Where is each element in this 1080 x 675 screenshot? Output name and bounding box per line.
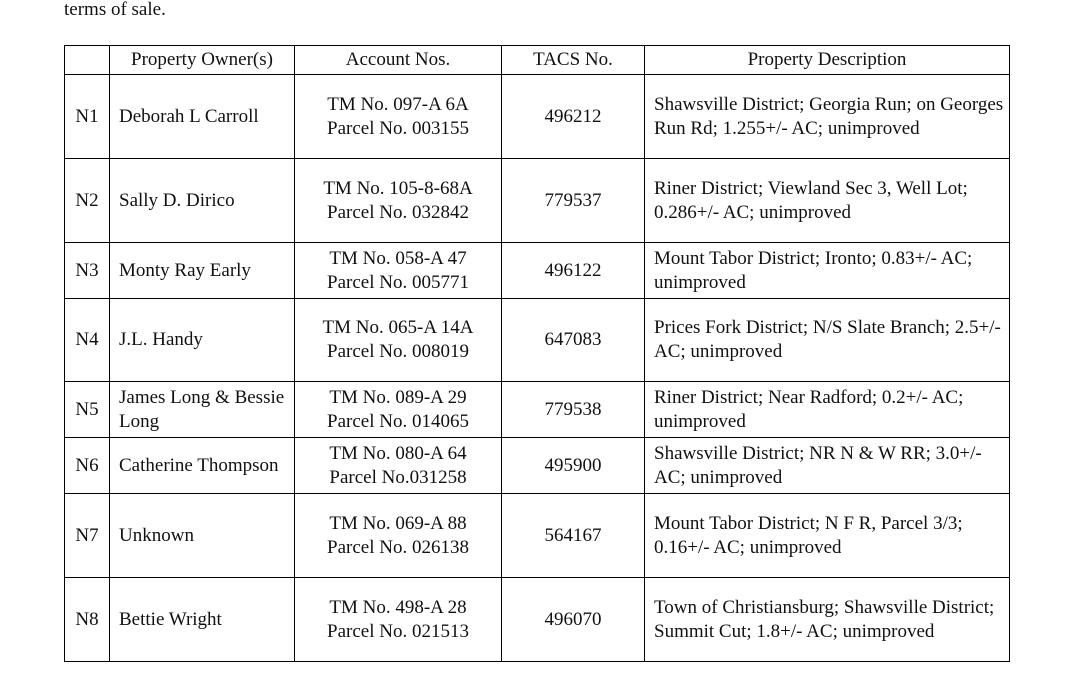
header-description: Property Description (645, 46, 1010, 75)
tacs-cell: 779537 (502, 159, 645, 243)
table-row (65, 494, 1010, 578)
parcel-number: Parcel No. 021513 (327, 620, 469, 642)
table-row (65, 75, 1010, 159)
tm-number: TM No. 097-A 6A (327, 93, 469, 115)
owner-cell: James Long & Bessie Long (110, 382, 295, 438)
tm-number: TM No. 058-A 47 (329, 247, 467, 269)
account-cell (295, 299, 502, 382)
description-cell: Town of Christiansburg; Shawsville District; Summit Cut; 1.8+/- AC; unimproved (645, 578, 1010, 662)
tacs-cell: 495900 (502, 438, 645, 494)
tm-number: TM No. 069-A 88 (329, 512, 467, 534)
row-number: N5 (65, 382, 110, 438)
header-account: Account Nos. (295, 46, 502, 75)
tacs-cell: 496212 (502, 75, 645, 159)
account-cell (295, 438, 502, 494)
account-cell (295, 159, 502, 243)
account-cell (295, 578, 502, 662)
account-cell (295, 494, 502, 578)
table-header (65, 46, 1010, 75)
tacs-cell: 496122 (502, 243, 645, 299)
header-owner: Property Owner(s) (110, 46, 295, 75)
property-table (64, 45, 1010, 662)
header-tacs: TACS No. (502, 46, 645, 75)
owner-cell: Catherine Thompson (110, 438, 295, 494)
intro-text: terms of sale. (64, 0, 166, 20)
table-row (65, 159, 1010, 243)
description-cell: Riner District; Near Radford; 0.2+/- AC; unimproved (645, 382, 1010, 438)
row-number: N1 (65, 75, 110, 159)
table-row (65, 243, 1010, 299)
owner-cell: J.L. Handy (110, 299, 295, 382)
parcel-number: Parcel No. 032842 (327, 201, 469, 223)
row-number: N6 (65, 438, 110, 494)
row-number: N4 (65, 299, 110, 382)
tm-number: TM No. 089-A 29 (329, 386, 467, 408)
row-number: N7 (65, 494, 110, 578)
parcel-number: Parcel No. 003155 (327, 117, 469, 139)
account-cell (295, 75, 502, 159)
table-row (65, 578, 1010, 662)
row-number: N3 (65, 243, 110, 299)
owner-cell: Sally D. Dirico (110, 159, 295, 243)
parcel-number: Parcel No.031258 (329, 466, 467, 488)
description-cell: Riner District; Viewland Sec 3, Well Lot; 0.286+/- AC; unimproved (645, 159, 1010, 243)
row-number: N2 (65, 159, 110, 243)
account-cell (295, 243, 502, 299)
table-row (65, 438, 1010, 494)
parcel-number: Parcel No. 008019 (327, 341, 469, 362)
row-number: N8 (65, 578, 110, 662)
parcel-number: Parcel No. 014065 (327, 410, 469, 432)
tacs-cell: 496070 (502, 578, 645, 662)
description-cell: Mount Tabor District; N F R, Parcel 3/3; 0.16+/- AC; unimproved (645, 494, 1010, 578)
header-row (65, 46, 1010, 75)
table-row (65, 299, 1010, 382)
description-cell: Mount Tabor District; Ironto; 0.83+/- AC; unimproved (645, 243, 1010, 299)
parcel-number: Parcel No. 005771 (327, 271, 469, 293)
owner-cell: Deborah L Carroll (110, 75, 295, 159)
tm-number: TM No. 080-A 64 (329, 442, 467, 464)
table-row (65, 382, 1010, 438)
account-cell (295, 382, 502, 438)
owner-cell: Unknown (110, 494, 295, 578)
description-cell: Shawsville District; NR N & W RR; 3.0+/- AC; unimproved (645, 438, 1010, 494)
parcel-number: Parcel No. 026138 (327, 536, 469, 558)
tacs-cell: 779538 (502, 382, 645, 438)
header-number (65, 46, 110, 75)
description-cell: Prices Fork District; N/S Slate Branch; 2.5+/- AC; unimproved (645, 299, 1010, 382)
table-body (65, 75, 1010, 662)
tacs-cell: 647083 (502, 299, 645, 382)
tm-number: TM No. 065-A 14A (322, 317, 474, 338)
description-cell: Shawsville District; Georgia Run; on Georges Run Rd; 1.255+/- AC; unimproved (645, 75, 1010, 159)
owner-cell: Monty Ray Early (110, 243, 295, 299)
tacs-cell: 564167 (502, 494, 645, 578)
tm-number: TM No. 105-8-68A (323, 177, 473, 199)
tm-number: TM No. 498-A 28 (329, 596, 467, 618)
owner-cell: Bettie Wright (110, 578, 295, 662)
